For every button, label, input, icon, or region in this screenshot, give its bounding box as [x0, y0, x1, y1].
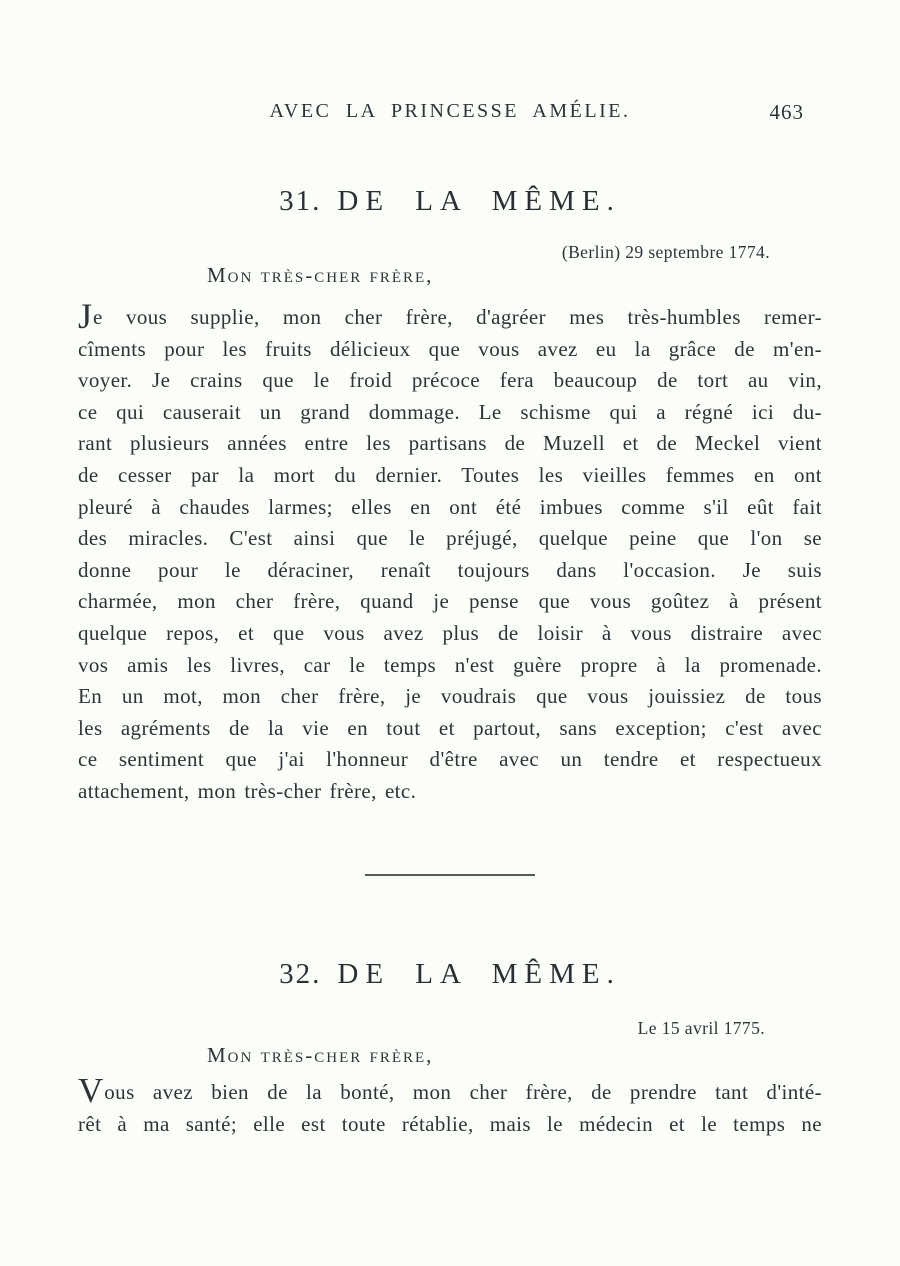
body-line: En un mot, mon cher frère, je voudrais que vous jouissiez de tous	[78, 684, 822, 709]
drop-cap-initial: J	[78, 296, 93, 336]
body-line: rant plusieurs années entre les partisans de Muzell et de Meckel vient	[78, 431, 822, 456]
body-line: voyer. Je crains que le froid précoce fera beaucoup de tort au vin,	[78, 368, 822, 393]
letter-32-body	[78, 1071, 822, 1140]
letter-32-salutation: Mon très-cher frère,	[207, 1043, 434, 1067]
letter-31-heading	[78, 185, 822, 218]
body-line: charmée, mon cher frère, quand je pense que vous goûtez à présent	[78, 589, 822, 614]
body-line	[78, 296, 822, 336]
body-line: donne pour le déraciner, renaît toujours dans l'occasion. Je suis	[78, 557, 822, 582]
letter-31-title: DE LA MÊME.	[337, 185, 621, 217]
body-line: vos amis les livres, car le temps n'est guère propre à la promenade.	[78, 652, 822, 677]
body-line: de cesser par la mort du dernier. Toutes les vieilles femmes en ont	[78, 462, 822, 487]
body-line: quelque repos, et que vous avez plus de loisir à vous distraire avec	[78, 620, 822, 645]
letter-32	[78, 958, 822, 1148]
body-line	[78, 1071, 822, 1110]
body-line: rêt à ma santé; elle est toute rétablie, mais le médecin et le temps ne	[78, 1111, 822, 1136]
section-divider-rule	[365, 874, 535, 876]
letter-31-body	[78, 296, 822, 808]
body-line-text: e vous supplie, mon cher frère, d'agréer mes très-humbles remer-	[93, 305, 822, 329]
running-title: AVEC LA PRINCESSE AMÉLIE.	[269, 100, 631, 122]
drop-cap-initial: V	[78, 1071, 104, 1110]
body-line: attachement, mon très-cher frère, etc.	[78, 778, 417, 803]
letter-32-dateline: Le 15 avril 1775.	[637, 1018, 765, 1038]
letter-31-salutation: Mon très-cher frère,	[207, 263, 434, 287]
letter-31	[78, 185, 822, 825]
body-line: cîments pour les fruits délicieux que vous avez eu la grâce de m'en-	[78, 336, 822, 361]
body-line: ce qui causerait un grand dommage. Le schisme qui a régné ici du-	[78, 399, 822, 424]
body-line: ce sentiment que j'ai l'honneur d'être avec un tendre et respectueux	[78, 747, 822, 772]
letter-32-title: DE LA MÊME.	[337, 958, 621, 990]
body-line: des miracles. C'est ainsi que le préjugé, quelque peine que l'on se	[78, 526, 822, 551]
running-header	[78, 100, 822, 123]
page-number: 463	[769, 100, 804, 124]
letter-31-number: 31.	[279, 185, 322, 217]
body-line-text: ous avez bien de la bonté, mon cher frère, de prendre tant d'inté-	[104, 1080, 822, 1104]
body-line: les agréments de la vie en tout et partout, sans exception; c'est avec	[78, 715, 822, 740]
letter-32-number: 32.	[279, 958, 322, 990]
letter-32-heading	[78, 958, 822, 991]
letter-31-dateline: (Berlin) 29 septembre 1774.	[561, 242, 770, 262]
body-line: pleuré à chaudes larmes; elles en ont été imbues comme s'il eût fait	[78, 494, 822, 519]
